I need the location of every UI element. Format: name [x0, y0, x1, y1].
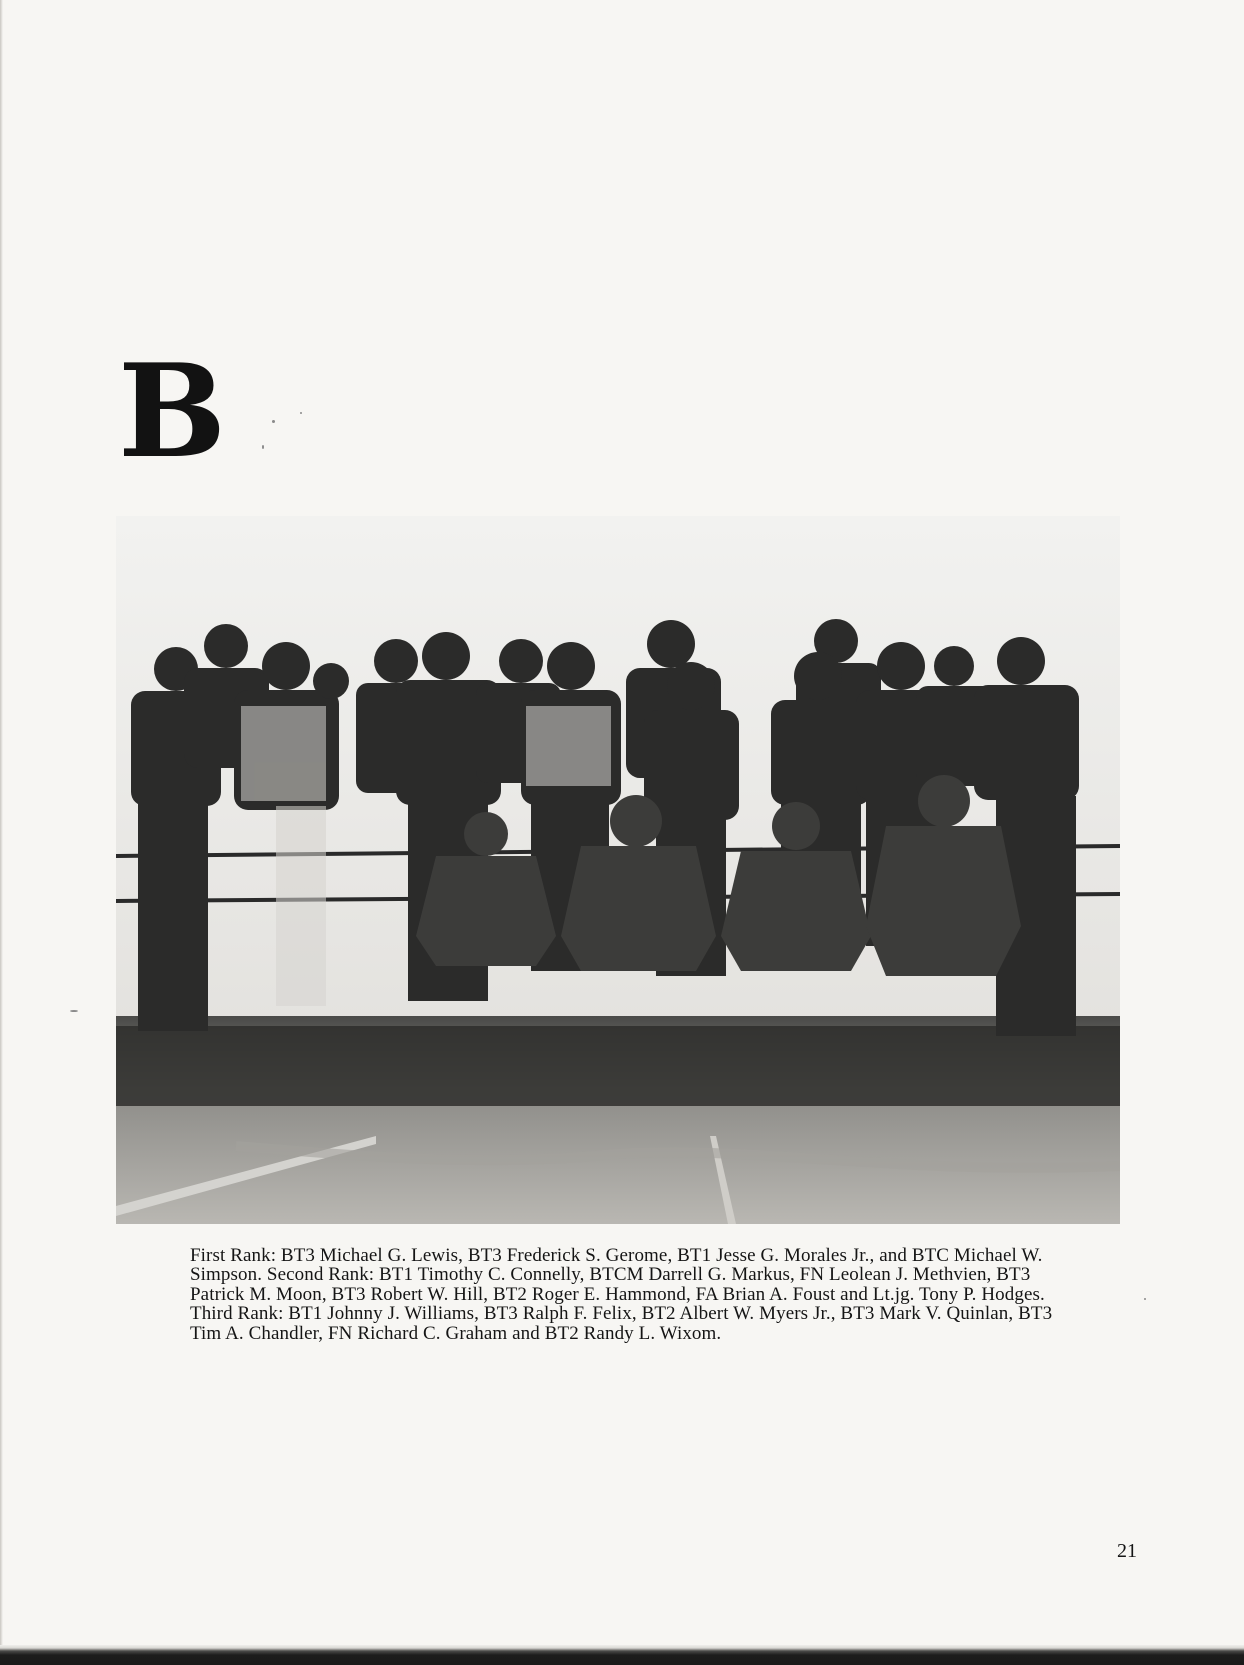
page-bottom-edge	[0, 1645, 1244, 1665]
dust-speck	[262, 445, 264, 449]
dust-speck	[70, 1010, 78, 1012]
page-edge	[0, 0, 3, 1665]
group-photo-sailors-icon	[116, 516, 1120, 1224]
page-number: 21	[1117, 1540, 1137, 1562]
section-letter: B	[118, 337, 225, 487]
dust-speck	[300, 412, 302, 414]
photo-caption: First Rank: BT3 Michael G. Lewis, BT3 Frederick S. Gerome, BT1 Jesse G. Morales Jr., and BTC Michael W. Simpson. Second Rank: BT1 Timothy C. Connelly, BTCM Darrell G. Markus, FN Leolean J. Methvien, BT3 Patrick M. Moon, BT3 Robert W. Hill, BT2 Roger E. Hammond, FA Brian A. Foust and Lt.jg. Tony P. Hodges. Third Rank: BT1 Johnny J. Williams, BT3 Ralph F. Felix, BT2 Albert W. Myers Jr., BT3 Mark V. Quinlan, BT3 Tim A. Chandler, FN Richard C. Graham and BT2 Randy L. Wixom.	[190, 1245, 1053, 1344]
group-photo	[116, 516, 1120, 1224]
dust-speck	[1144, 1298, 1146, 1300]
dust-speck	[272, 420, 275, 423]
